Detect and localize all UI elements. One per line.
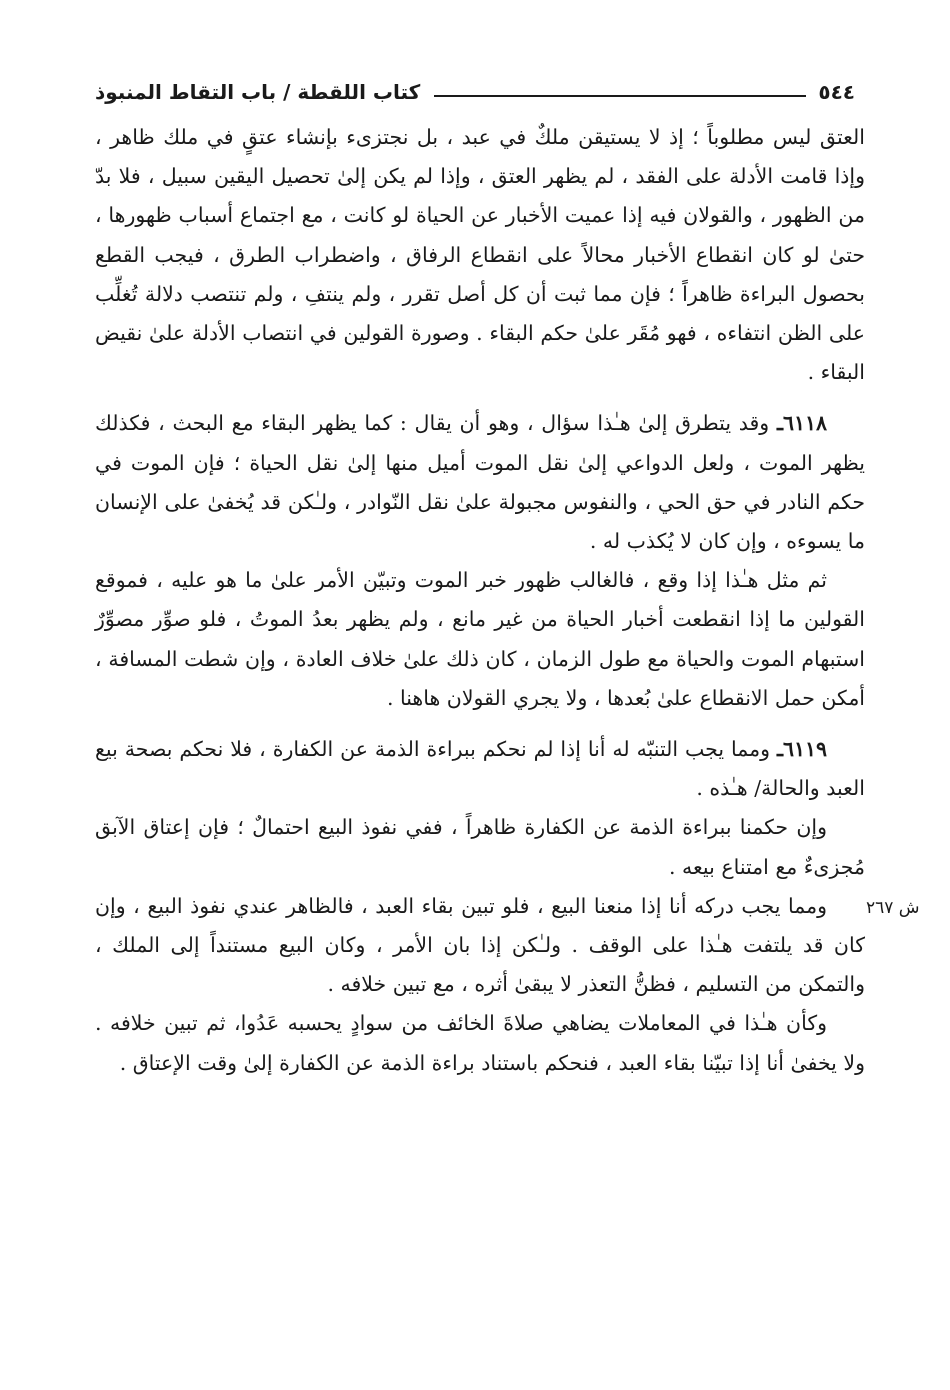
- paragraph-text: ثم مثل هـٰذا إذا وقع ، فالغالب ظهور خبر الموت وتبيّن الأمر علىٰ ما هو عليه ، فموقع القولين ما إذا انقطعت أخبار الحياة من غير مانع ، ولم يظهر بعدُ الموتُ ، فلو صوِّر مصوِّرٌ استبهام الموت والحياة مع طول الزمان ، كان ذلك علىٰ خلاف العادة ، وإن شطت المسافة ، أمكن حمل الانقطاع علىٰ بُعدها ، ولا يجري القولان هاهنا .: [95, 568, 865, 710]
- paragraph-text: وإن حكمنا ببراءة الذمة عن الكفارة ظاهراً ، ففي نفوذ البيع احتمالٌ ؛ فإن إعتاق الآبق مُجزىءٌ مع امتناع بيعه .: [95, 815, 865, 879]
- paragraph: [95, 730, 865, 808]
- running-title: كتاب اللقطة / باب التقاط المنبوذ: [95, 80, 421, 104]
- paragraph: [95, 887, 865, 1005]
- page-number: ٥٤٤: [818, 80, 855, 104]
- page-header: [95, 72, 855, 112]
- paragraph-text: وكأن هـٰذا في المعاملات يضاهي صلاةَ الخائف من سوادٍ يحسبه عَدُوا، ثم تبين خلافه . ولا يخفىٰ أنا إذا تبيّنا بقاء العبد ، فنحكم باستناد براءة الذمة عن الكفارة إلىٰ وقت الإعتاق .: [95, 1011, 865, 1075]
- paragraph-text: ومما يجب التنبّه له أنا إذا لم نحكم ببراءة الذمة عن الكفارة ، فلا نحكم بصحة بيع العبد والحالة/ هـٰذه .: [95, 737, 865, 801]
- paragraph: [95, 118, 865, 392]
- header-rule: [434, 95, 806, 97]
- paragraph-text: ومما يجب دركه أنا إذا منعنا البيع ، فلو تبين بقاء العبد ، فالظاهر عندي نفوذ البيع ، وإن كان قد يلتفت هـٰذا على الوقف . ولـٰكن إذا بان الأمر ، وكان البيع مستنداً إلى الملك ، والتمكن من التسليم ، فظنُّ التعذر لا يبقىٰ أثره ، مع تبين خلافه .: [95, 893, 865, 997]
- paragraph: [95, 561, 865, 718]
- paragraph-number: ٦١١٩ـ: [776, 737, 827, 762]
- paragraph-text: وقد يتطرق إلىٰ هـٰذا سؤال ، وهو أن يقال : كما يظهر البقاء مع البحث ، فكذلك يظهر الموت ، ولعل الدواعي إلىٰ نقل الموت أميل منها إلىٰ نقل الحياة ؛ فإن الموت في حكم النادر في حق الحي ، والنفوس مجبولة علىٰ نقل النّوادر ، ولـٰكن قد يُخفىٰ على الإنسان ما يسوءه ، وإن كان لا يُكذب له .: [95, 411, 865, 554]
- paragraph-text: العتق ليس مطلوباً ؛ إذ لا يستيقن ملكٌ في عبد ، بل نجتزىء بإنشاء عتقٍ في ملك ظاهر ، وإذا قامت الأدلة على الفقد ، لم يظهر العتق ، وإذا لم يكن إلىٰ تحصيل اليقين سبيل ، فلا بدّ من الظهور ، والقولان فيه إذا عميت الأخبار عن الحياة لو كانت ، مع اجتماع أسباب ظهورها ، حتىٰ لو كان انقطاع الأخبار محالاً على انقطاع الرفاق ، واضطراب الطرق ، فيجب القطع بحصول البراءة ظاهراً ؛ فإن مما ثبت أن كل أصل تقرر ، ولم ينتفِ ، ولم تنتصب دلالة تُغلِّب على الظن انتفاءه ، فهو مُقَر علىٰ حكم البقاء . وصورة القولين في انتصاب الأدلة علىٰ نقيض البقاء .: [95, 125, 865, 385]
- paragraph: [95, 404, 865, 561]
- paragraph: [95, 808, 865, 886]
- paragraph: [95, 1004, 865, 1082]
- margin-folio-note: ش ٢٦٧: [866, 898, 920, 918]
- page-body: [95, 118, 865, 1083]
- paragraph-number: ٦١١٨ـ: [776, 411, 827, 436]
